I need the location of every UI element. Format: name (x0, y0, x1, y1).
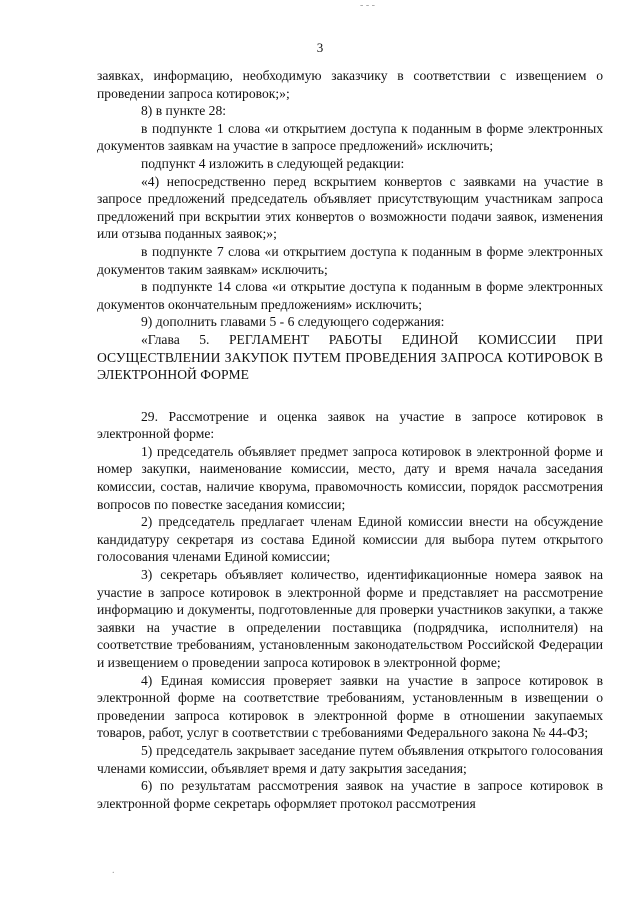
paragraph: 9) дополнить главами 5 - 6 следующего содержания: (141, 314, 445, 330)
paragraph: 2) председатель предлагает членам Единой комиссии внести на обсуждение кандидатуру секретаря из состава Единой комиссии для выбора путем открытого голосования членами Единой комиссии; (97, 514, 603, 565)
scan-artifact: . (112, 865, 115, 876)
paragraph: 1) председатель объявляет предмет запроса котировок в электронной форме и номер закупки, наименование комиссии, место, дату и время начала заседания комиссии, состав, наличие кворума, правомочность комиссии, порядок рассмотрения вопросов по повестке заседания комиссии; (97, 443, 603, 512)
paragraph: 3) секретарь объявляет количество, идентификационные номера заявок на участие в запросе котировок в электронной форме и представляет на рассмотрение информацию и документы, подготовленные для проверки участников закупки, а также заявки на участие в определении поставщика (подрядчика, исполнителя) на соответствие требованиям, установленным законодательством Российской Федерации и извещением о проведении запроса котировок в электронной форме; (97, 567, 603, 670)
paragraph: заявках, информацию, необходимую заказчику в соответствии с извещением о проведении запроса котировок;»; (97, 68, 603, 101)
paragraph: 8) в пункте 28: (141, 103, 227, 119)
paragraph: подпункт 4 изложить в следующей редакции: (141, 155, 405, 171)
paragraph: в подпункте 1 слова «и открытием доступа к поданным в форме электронных документов заявкам на участие в запросе предложений» исключить; (97, 120, 603, 154)
paragraph: 4) Единая комиссия проверяет заявки на участие в запросе котировок в электронной форме на соответствие требованиям, установленным в извещении о проведении запроса котировок в электронной форме в отношении закупаемых товаров, работ, услуг в соответствии с требованиями Федерального закона № 44-ФЗ; (97, 672, 603, 741)
paragraph: 29. Рассмотрение и оценка заявок на участие в запросе котировок в электронной форме: (97, 408, 603, 442)
paragraph: в подпункте 7 слова «и открытием доступа к поданным в форме электронных документов таким заявкам» исключить; (97, 243, 603, 277)
paragraph: «4) непосредственно перед вскрытием конвертов с заявками на участие в запросе предложений председатель объявляет присутствующим участникам запроса предложений при вскрытии этих конвертов о возможности подачи заявок, изменения или отзыва поданных заявок;»; (97, 173, 603, 242)
chapter-heading: «Глава 5. РЕГЛАМЕНТ РАБОТЫ ЕДИНОЙ КОМИССИИ ПРИ ОСУЩЕСТВЛЕНИИ ЗАКУПОК ПУТЕМ ПРОВЕДЕНИЯ ЗАПРОСА КОТИРОВОК В ЭЛЕКТРОННОЙ ФОРМЕ (97, 331, 603, 383)
paragraph: 6) по результатам рассмотрения заявок на участие в запросе котировок в электронной форме секретарь оформляет протокол рассмотрения (97, 778, 603, 811)
document-body (97, 67, 603, 812)
scan-artifact: ‐ ‐ ‐ (360, 0, 375, 11)
page-number: 3 (316, 40, 324, 55)
paragraph: в подпункте 14 слова «и открытие доступа к поданным в форме электронных документов окончательным предложениям» исключить; (97, 279, 603, 312)
paragraph: 5) председатель закрывает заседание путем объявления открытого голосования членами комиссии, объявляет время и дату закрытия заседания; (97, 742, 603, 776)
spacer (97, 384, 603, 408)
